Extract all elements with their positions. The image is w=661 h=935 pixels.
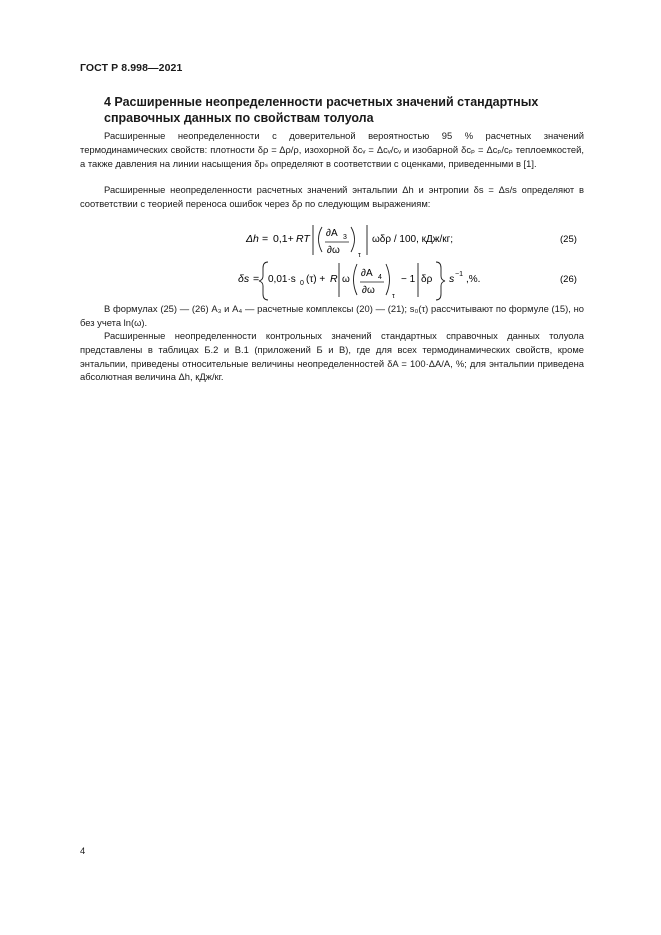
paragraph-formula-notes: В формулах (25) — (26) A₃ и A₄ — расчетные комплексы (20) — (21); s₀(τ) рассчитывают по формуле (15), но без учета ln(ω). <box>80 303 584 328</box>
document-header: ГОСТ Р 8.998—2021 <box>80 62 183 74</box>
eq26-lhs: δs <box>238 273 250 285</box>
eq26-tau: τ <box>392 293 395 300</box>
section-title: 4 Расширенные неопределенности расчетных значений стандартных справочных данных по свойствам толуола <box>104 95 539 125</box>
eq26-drho: δρ <box>421 274 433 285</box>
eq25-const: 0,1+ <box>273 233 294 245</box>
paragraph-uncertainties-intro: Расширенные неопределенности с доверительной вероятностью 95 % расчетных значений термодинамических свойств: плотности δρ = Δρ/ρ, изохорной δcᵥ = Δcᵥ/cᵥ и изобарной δcₚ = Δcₚ/cₚ теплоемкостей, а также давления на линии насыщения δpₛ определяют в соответствии с оценками, приведенными в [1]. <box>80 130 584 169</box>
eq25-rt: RT <box>296 233 310 245</box>
eq26-s-sub: 0 <box>300 280 304 287</box>
eq26-r: R <box>330 273 338 285</box>
eq25-lhs: Δh <box>246 233 259 245</box>
eq26-equals: = <box>253 273 260 285</box>
eq26-number: (26) <box>560 274 577 285</box>
eq25-equals: = <box>262 233 269 245</box>
eq26-tail: ,%. <box>466 274 481 285</box>
eq25-numerator-sub: 3 <box>343 234 347 241</box>
paragraph-control-values: Расширенные неопределенности контрольных значений стандартных справочных данных толуола представлены в таблицах Б.2 и В.1 (приложений Б и В), где для всех термодинамических свойств, кроме энтальпии, приведены относительные величины неопределенностей δA = 100·ΔA/A, %; для энтальпии приведена абсолютная величина Δh, кДж/кг. <box>80 330 584 383</box>
eq26-numerator: ∂A <box>361 268 373 279</box>
eq26-denominator: ∂ω <box>362 285 375 296</box>
eq26-s-power-base: s <box>449 273 455 285</box>
equation-26 <box>0 256 661 302</box>
eq25-tau: τ <box>358 252 361 259</box>
eq26-numerator-sub: 4 <box>378 274 382 281</box>
eq25-denominator: ∂ω <box>327 245 340 256</box>
eq26-omega: ω <box>342 274 350 285</box>
eq25-tail: ωδρ / 100, кДж/кг; <box>372 234 454 245</box>
eq25-number: (25) <box>560 234 577 245</box>
page-number: 4 <box>80 845 86 856</box>
eq26-tau-arg: (τ) + <box>306 274 326 285</box>
eq26-minus-one: − 1 <box>401 274 416 285</box>
eq26-power: −1 <box>455 271 463 278</box>
eq26-const: 0,01·s <box>268 274 296 285</box>
paragraph-enthalpy-entropy: Расширенные неопределенности расчетных значений энтальпии Δh и энтропии δs = Δs/s определяют в соответствии с теорией переноса ошибок через δρ по следующим выражениям: <box>80 184 584 209</box>
eq25-numerator: ∂A <box>326 228 338 239</box>
